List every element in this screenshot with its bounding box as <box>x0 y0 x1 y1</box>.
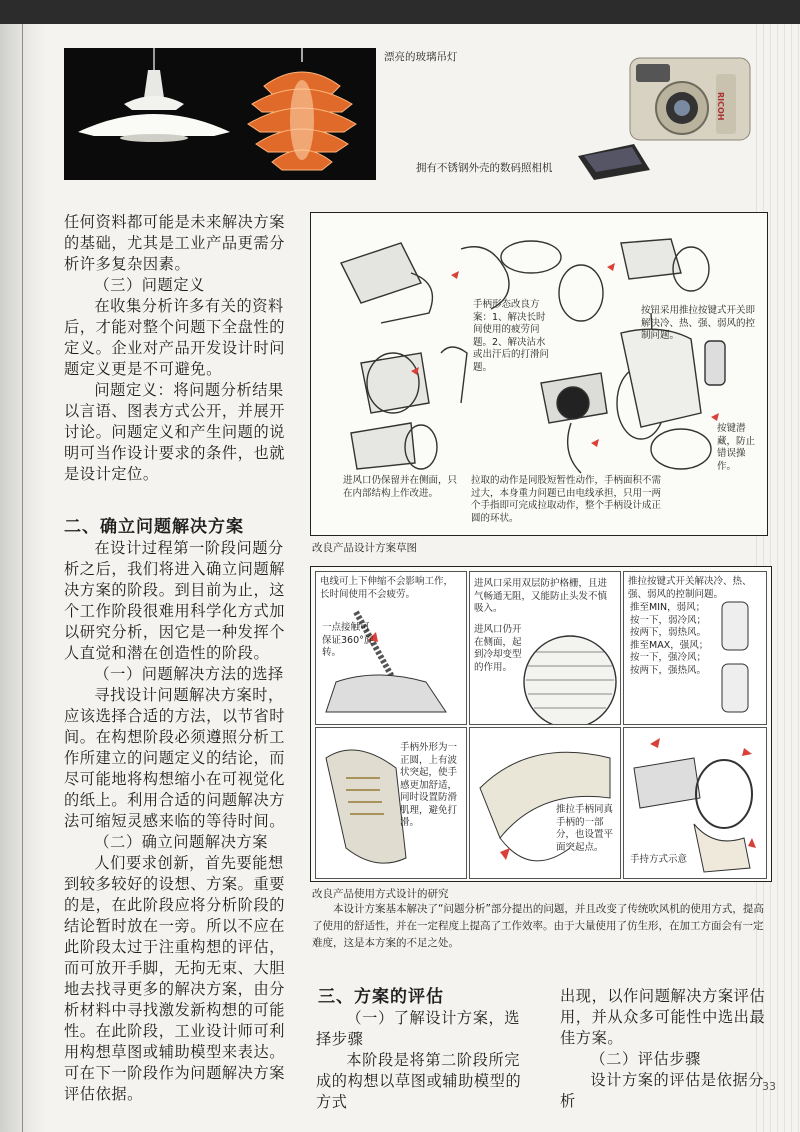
note-grip: 手持方式示意 <box>630 854 688 865</box>
sub2-paragraph: 人们要求创新，首先要能想到较多较好的设想、方案。重要的是，在此阶段应将分析阶段的结论暂时放在一旁。所以不应在此阶段太过于注重构想的评估，而可放开手脚，无拘无束、大胆地去找寻更多的解决方案，由分析材料中寻找激发新构想的可能性。在此阶段，工业设计师可利用构想草图或辅助模型来表达。可在下一阶段作为问题解决方案评估依据。 <box>64 854 286 1103</box>
panel-grille <box>469 571 621 725</box>
switch-step: 推至MAX，强风； <box>630 639 709 651</box>
panel-switch <box>623 571 767 725</box>
sketch-board-1 <box>310 212 768 536</box>
note-handle-shape: 手柄外形为一正圆，上有波状突起，使手感更加舒适，同时设置防滑肌理，避免打滑。 <box>400 742 458 828</box>
camera-photo <box>576 52 776 180</box>
section3-column-2 <box>560 986 774 1112</box>
note-handle-improvement: 手柄形态改良方案：1、解决长时间使用的疲劳问题。2、解决沾水或出汗后的打滑问题。 <box>473 299 550 373</box>
switch-step: 推至MIN，弱风； <box>630 602 706 613</box>
note-hidden-key: 按键潜藏，防止错误操作。 <box>717 423 756 472</box>
book-spine-shadow <box>0 24 46 1132</box>
sub3-paragraph-2: 问题定义：将问题分析结果以言语、图表方式公开，并展开讨论。问题定义和产生问题的说明可当作设计要求的条件，也就是设计定位。 <box>64 381 286 483</box>
intro-paragraph: 任何资料都可能是未来解决方案的基础，尤其是工业产品更需分析许多复杂因素。 <box>64 213 286 273</box>
lamp-caption: 漂亮的玻璃吊灯 <box>384 51 458 63</box>
section3-sub2-title: （二）评估步骤 <box>590 1050 701 1068</box>
lamp-photo <box>64 48 376 180</box>
section3-column-1 <box>316 1008 534 1113</box>
section3-col2-paragraph-2: 设计方案的评估是依据分析 <box>560 1071 765 1110</box>
sub1-title: （一）问题解决方法的选择 <box>94 665 284 683</box>
camera-illustration <box>576 52 776 180</box>
sub1-paragraph: 寻找设计问题解决方案时，应该选择合适的方法，以节省时间。在构想阶段必须遵照分析工作所建立的问题定义的结论，而尽可能地将构想缩小在可视觉化的纸上。利用合适的问题解决方法可缩短灵感来临的等待时间。 <box>64 686 286 830</box>
top-bar <box>0 0 800 24</box>
camera-caption: 拥有不锈钢外壳的数码照相机 <box>416 162 553 174</box>
panel-pull <box>469 727 621 879</box>
switch-step: 按两下，强热风。 <box>630 664 707 676</box>
panel-cord <box>315 571 467 725</box>
section2-paragraph: 在设计过程第一阶段问题分析之后，我们将进入确立问题解决方案的阶段。到目前为止，这个工作阶段很难用科学化方式加以研究分析，因它是一种发挥个人直觉和潜在创造性的阶段。 <box>64 539 286 662</box>
section3-heading: 三、方案的评估 <box>318 987 444 1007</box>
page-number: 33 <box>762 1080 776 1093</box>
sub3-title: （三）问题定义 <box>94 276 205 294</box>
switch-steps <box>630 602 720 677</box>
lamp-illustration <box>64 48 376 180</box>
sketch2-description: 本设计方案基本解决了“问题分析”部分提出的问题，并且改变了传统吹风机的使用方式，提高了使用的舒适性，并在一定程度上提高了工作效率。由于大量使用了仿生形，在加工方面会有一定难度，这是本方案的不足之处。 <box>312 903 764 949</box>
note-pull-part: 推拉手柄同真手柄的一部分，也设置平面突起点。 <box>556 804 614 853</box>
sub3-paragraph-1: 在收集分析许多有关的资料后，才能对整个问题下全盘性的定义。企业对产品开发设计时问题定义更是不可避免。 <box>64 297 286 378</box>
sketch1-caption: 改良产品设计方案草图 <box>312 542 417 554</box>
panel-grip <box>623 727 767 879</box>
camera-brand: RICOH <box>716 92 725 121</box>
note-switch-title: 推拉按键式开关解决冷、热、强、弱风的控制问题。 <box>628 576 752 600</box>
note-pull-action: 拉取的动作是同股短暂性动作，手柄面积不需过大，本身重力问题已由电线承担，只用一两个手指即可完成拉取动作，整个手柄设计成正圆的环状。 <box>471 475 662 524</box>
note-cord: 电线可上下伸缩不会影响工作，长时间使用不会疲劳。 <box>320 576 454 600</box>
sketch-board-2 <box>310 566 772 882</box>
left-column-lower <box>64 538 296 1105</box>
section3-sub1-title: （一）了解设计方案，选择步骤 <box>316 1009 521 1048</box>
sub2-title: （二）确立问题解决方案 <box>94 833 269 851</box>
switch-step: 按一下，强冷风； <box>630 652 707 663</box>
note-air-inlet: 进风口仍保留并在侧面，只在内部结构上作改进。 <box>343 475 458 499</box>
note-switch-button: 按钮采用推拉按键式开关即解决冷、热、强、弱风的控制问题。 <box>641 305 756 341</box>
panel-handle-shape <box>315 727 467 879</box>
sketch2-caption: 改良产品使用方式设计的研究 <box>312 888 449 900</box>
note-side-inlet: 进风口仍开在侧面，起到冷却变型的作用。 <box>474 624 522 673</box>
note-rotation: 一点接触可保证360°旋转。 <box>322 622 374 658</box>
section3-col1-paragraph: 本阶段是将第二阶段所完成的构想以草图或辅助模型的方式 <box>316 1051 522 1111</box>
note-double-grille: 进风口采用双层防护格栅，且进气畅通无阻，又能防止头发不慎吸入。 <box>474 578 608 614</box>
section2-heading: 二、确立问题解决方案 <box>64 517 244 537</box>
switch-step: 按两下，弱热风。 <box>630 627 707 638</box>
switch-step: 按一下，弱冷风； <box>630 614 707 626</box>
pull-sketch <box>470 728 620 878</box>
spine-fold-line <box>22 24 23 1132</box>
left-column-upper <box>64 212 296 485</box>
section3-col2-paragraph: 出现，以作问题解决方案评估用，并从众多可能性中选出最佳方案。 <box>560 987 766 1047</box>
